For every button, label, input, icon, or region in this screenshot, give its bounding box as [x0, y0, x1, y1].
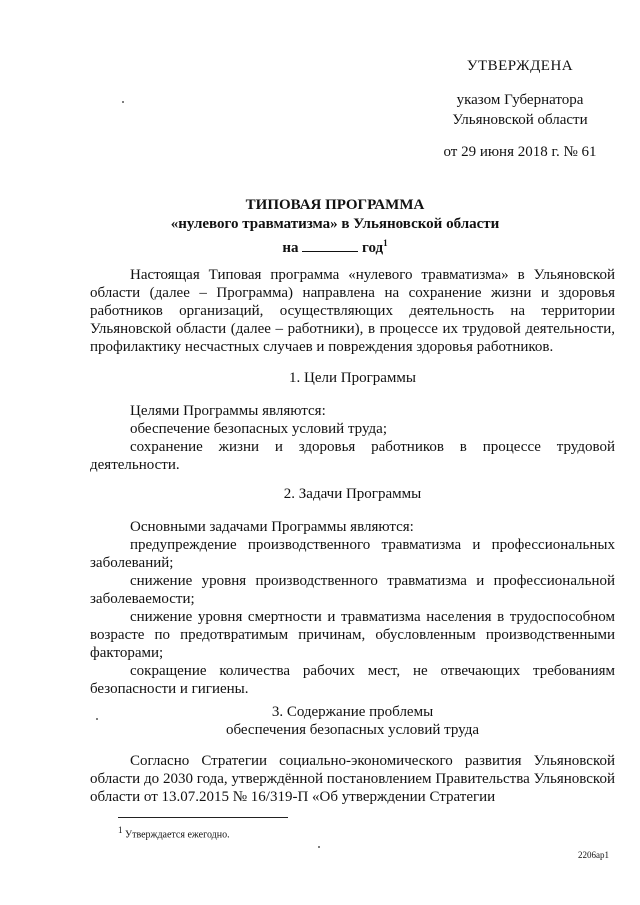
intro-text: Настоящая Типовая программа «нулевого травматизма» в Ульяновской области (далее – Программа) направлена на сохранение жизни и здоровья работников организаций, осуществляющих деятельность на территории Ульяновской области (далее – работники), в процессе их трудовой деятельности, профилактику несчастных случаев и повреждения здоровья работников. — [90, 267, 615, 355]
title-year-prefix: на — [282, 240, 299, 256]
scan-speck — [318, 846, 320, 848]
section-2-item: сокращение количества рабочих мест, не отвечающих требованиям безопасности и гигиены. — [90, 663, 615, 697]
approval-line-1: указом Губернатора — [456, 92, 584, 108]
section-1-item: сохранение жизни и здоровья работников в процессе трудовой деятельности. — [90, 439, 615, 473]
section-3-body — [90, 752, 615, 806]
section-2-heading: 2. Задачи Программы — [283, 486, 422, 502]
section-2-item: снижение уровня производственного травматизма и профессиональной заболеваемости; — [90, 573, 615, 607]
section-3-heading-line-2: обеспечения безопасных условий труда — [225, 722, 480, 738]
section-1-lead: Целями Программы являются: — [130, 403, 326, 419]
section-1-heading: 1. Цели Программы — [289, 370, 416, 386]
section-2-item: снижение уровня смертности и травматизма населения в трудоспособном возрасте по предотвратимым причинам, обусловленным производственными факторами; — [90, 609, 615, 661]
approval-line-2: Ульяновской области — [452, 112, 588, 128]
footnote-text: Утверждается ежегодно. — [125, 829, 230, 841]
footnote — [118, 824, 230, 841]
approval-date: от 29 июня 2018 г. № 61 — [443, 144, 597, 160]
scan-speck — [96, 718, 98, 720]
approval-title: УТВЕРЖДЕНА — [466, 58, 574, 74]
title-line-2: «нулевого травматизма» в Ульяновской области — [170, 216, 500, 232]
footnote-mark: 1 — [118, 825, 123, 835]
scan-speck — [122, 101, 124, 103]
document-code: 2206ap1 — [578, 850, 609, 860]
section-3-text: Согласно Стратегии социально-экономического развития Ульяновской области до 2030 года, утверждённой постановлением Правительства Ульяновской области от 13.07.2015 № 16/319-П «Об утверждении Стратегии — [90, 753, 615, 805]
title-year-suffix: год — [362, 240, 384, 256]
section-2-lead: Основными задачами Программы являются: — [130, 519, 414, 535]
footnote-divider — [118, 817, 288, 818]
section-1-body — [90, 402, 615, 474]
approval-stamp — [430, 56, 610, 162]
section-2-body — [90, 518, 615, 698]
footnote-ref: 1 — [383, 238, 388, 248]
title-line-1: ТИПОВАЯ ПРОГРАММА — [245, 197, 425, 213]
section-2-item: предупреждение производственного травматизма и профессиональных заболеваний; — [90, 537, 615, 571]
intro-paragraph — [90, 266, 615, 356]
section-3-heading — [90, 703, 615, 739]
section-1-item: обеспечение безопасных условий труда; — [130, 421, 387, 437]
section-3-heading-line-1: 3. Содержание проблемы — [271, 704, 434, 720]
year-blank — [302, 239, 358, 252]
document-title — [90, 196, 580, 258]
title-year-line — [90, 234, 580, 258]
